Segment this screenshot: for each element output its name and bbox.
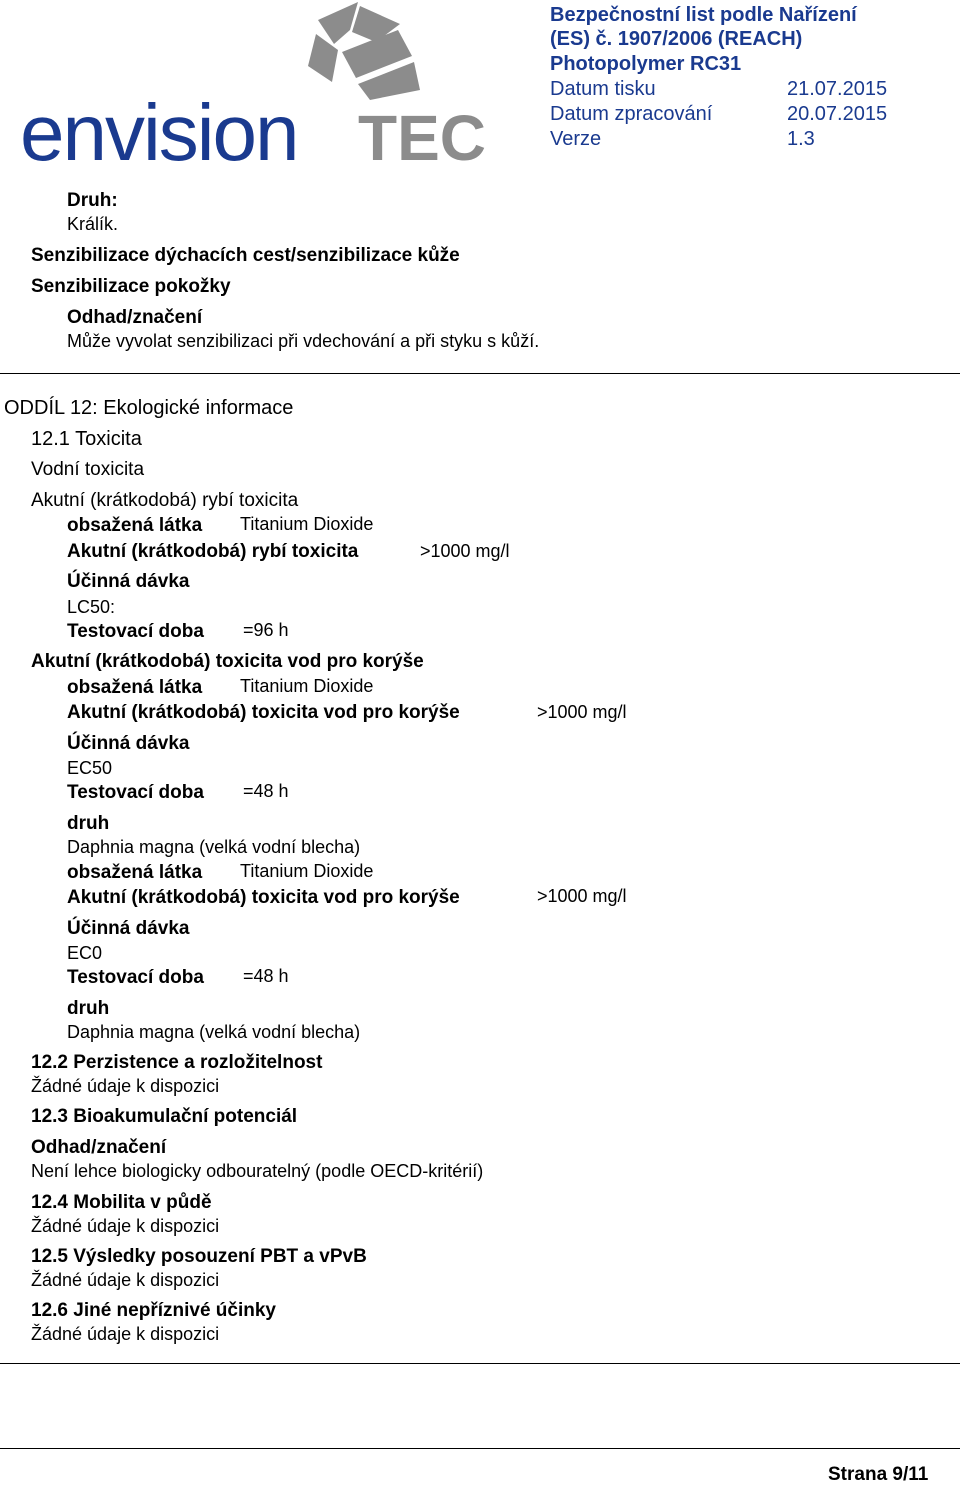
param-label: Akutní (krátkodobá) rybí toxicita [67, 541, 359, 562]
aquatic-toxicity: Vodní toxicita [31, 459, 145, 480]
svg-text:envision: envision [20, 88, 298, 170]
dose-label: Účinná dávka [67, 733, 190, 754]
param-value: >1000 mg/l [537, 886, 627, 906]
species-value: Daphnia magna (velká vodní blecha) [67, 1022, 361, 1042]
param-value: >1000 mg/l [537, 702, 627, 722]
substance-value: Titanium Dioxide [240, 861, 374, 881]
page-number: Strana 9/11 [828, 1464, 929, 1485]
param-label: Akutní (krátkodobá) toxicita vod pro korýše [67, 887, 460, 908]
company-logo [20, 0, 490, 175]
product-name: Photopolymer RC31 [550, 53, 742, 75]
fish-toxicity-title: Akutní (krátkodobá) rybí toxicita [31, 490, 299, 511]
doc-title: Bezpečnostní list podle Nařízení [550, 4, 857, 26]
assessment-label: Odhad/značení [67, 307, 203, 328]
dose-label: Účinná dávka [67, 918, 190, 939]
divider [0, 1448, 960, 1449]
substance-label: obsažená látka [67, 862, 203, 883]
druh-label: Druh: [67, 190, 118, 211]
svg-text:TEC: TEC [358, 102, 486, 170]
species-label: druh [67, 998, 110, 1019]
param-value: >1000 mg/l [420, 541, 510, 561]
divider [0, 373, 960, 374]
param-label: Akutní (krátkodobá) toxicita vod pro korýše [67, 702, 460, 723]
skin-sensitization-title: Senzibilizace pokožky [31, 276, 231, 297]
assessment-value: Může vyvolat senzibilizaci při vdechování a při styku s kůží. [67, 331, 540, 351]
substance-label: obsažená látka [67, 515, 203, 536]
dose-value: LC50: [67, 597, 116, 617]
time-label: Testovací doba [67, 967, 204, 988]
version: 1.3 [787, 128, 815, 150]
species-label: druh [67, 813, 110, 834]
subsection-12-3-text: Není lehce biologicky odbouratelný (podle OECD-kritérií) [31, 1161, 484, 1181]
substance-value: Titanium Dioxide [240, 676, 374, 696]
subsection-12-6: 12.6 Jiné nepříznivé účinky [31, 1300, 276, 1321]
print-date: 21.07.2015 [787, 78, 888, 100]
substance-label: obsažená látka [67, 677, 203, 698]
time-label: Testovací doba [67, 782, 204, 803]
subsection-12-3: 12.3 Bioakumulační potenciál [31, 1106, 298, 1127]
substance-value: Titanium Dioxide [240, 514, 374, 534]
assessment-label: Odhad/značení [31, 1137, 167, 1158]
subsection-12-6-text: Žádné údaje k dispozici [31, 1324, 220, 1344]
time-value: =96 h [243, 620, 289, 640]
doc-regulation: (ES) č. 1907/2006 (REACH) [550, 28, 803, 50]
time-value: =48 h [243, 781, 289, 801]
sensitization-title: Senzibilizace dýchacích cest/senzibilizace kůže [31, 245, 460, 266]
section-title: ODDÍL 12: Ekologické informace [4, 397, 294, 419]
subsection-12-1: 12.1 Toxicita [31, 428, 142, 450]
dose-value: EC50 [67, 758, 113, 778]
time-label: Testovací doba [67, 621, 204, 642]
divider [0, 1363, 960, 1364]
dose-label: Účinná dávka [67, 571, 190, 592]
print-date-label: Datum tisku [550, 78, 656, 100]
time-value: =48 h [243, 966, 289, 986]
revision-date: 20.07.2015 [787, 103, 888, 125]
subsection-12-5-text: Žádné údaje k dispozici [31, 1270, 220, 1290]
species-value: Daphnia magna (velká vodní blecha) [67, 837, 361, 857]
subsection-12-4: 12.4 Mobilita v půdě [31, 1192, 212, 1213]
subsection-12-2-text: Žádné údaje k dispozici [31, 1076, 220, 1096]
revision-date-label: Datum zpracování [550, 103, 713, 125]
version-label: Verze [550, 128, 602, 150]
subsection-12-2: 12.2 Perzistence a rozložitelnost [31, 1052, 323, 1073]
subsection-12-5: 12.5 Výsledky posouzení PBT a vPvB [31, 1246, 367, 1267]
dose-value: EC0 [67, 943, 103, 963]
crustacean-toxicity-title: Akutní (krátkodobá) toxicita vod pro korýše [31, 651, 424, 672]
logo-emblem-icon [308, 2, 420, 100]
druh-value: Králík. [67, 214, 119, 234]
subsection-12-4-text: Žádné údaje k dispozici [31, 1216, 220, 1236]
